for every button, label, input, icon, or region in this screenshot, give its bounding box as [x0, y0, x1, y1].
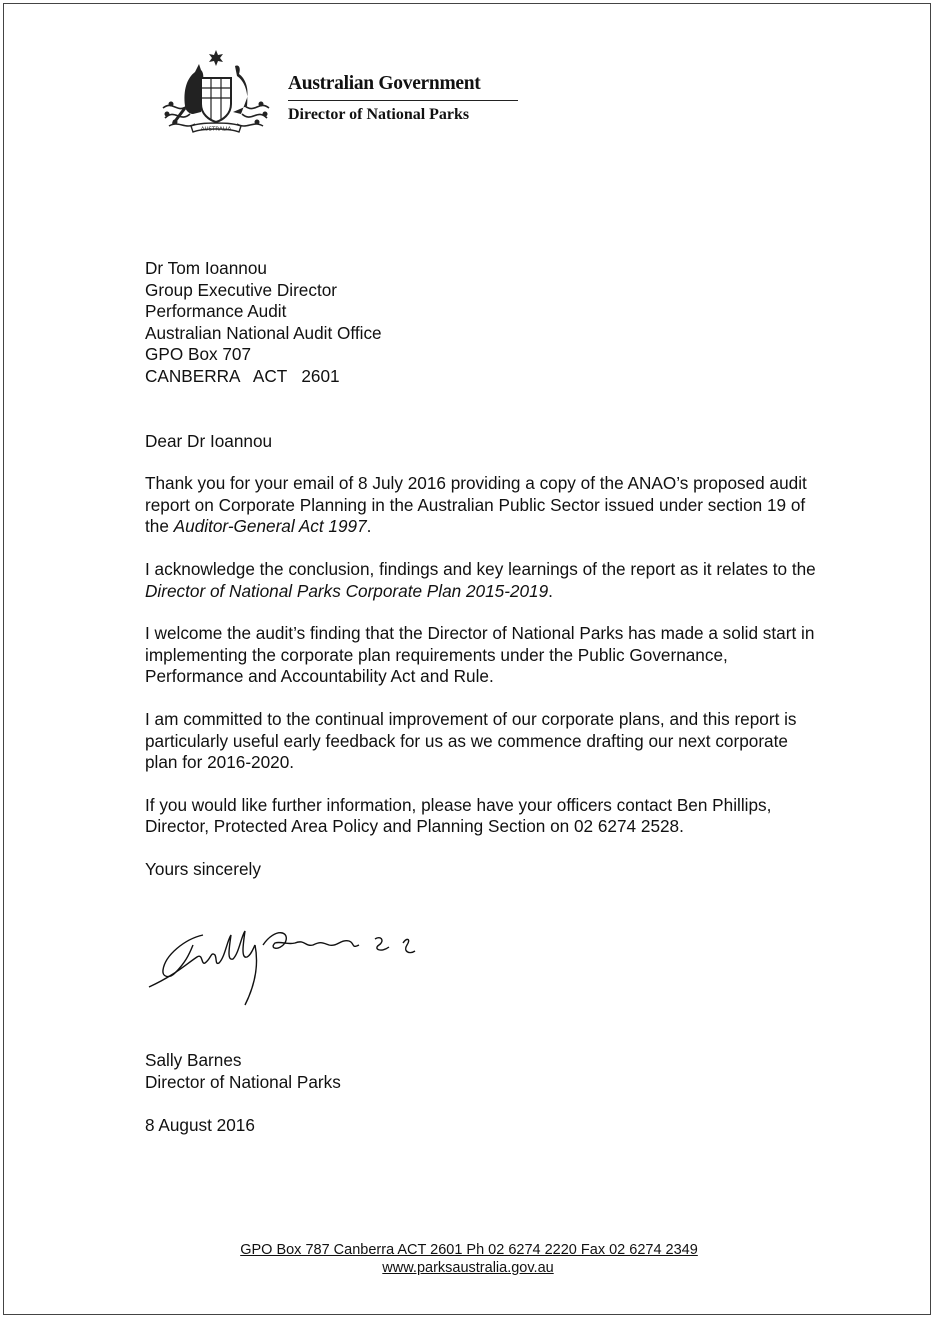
footer-website-link[interactable]: www.parksaustralia.gov.au	[382, 1260, 554, 1276]
paragraph-1-text: Thank you for your email of 8 July 2016 providing a copy of the ANAO’s proposed audit report on Corporate Planning in the Australian Public Sector issued under section 19 of the	[145, 473, 807, 537]
paragraph-5: If you would like further information, please have your officers contact Ben Phillips, Director, Protected Area Policy and Planning Section on 02 6274 2528.	[145, 794, 772, 837]
paragraph-1	[145, 473, 825, 538]
government-title: Australian Government	[288, 73, 481, 94]
recipient-line: CANBERRA ACT 2601	[145, 365, 340, 386]
signer-block	[145, 1050, 341, 1093]
coat-of-arms-icon	[155, 48, 277, 138]
letter-date: 8 August 2016	[145, 1115, 255, 1135]
recipient-line: Performance Audit	[145, 301, 287, 322]
recipient-line: Dr Tom Ioannou	[145, 258, 267, 278]
recipient-line: GPO Box 707	[145, 344, 252, 365]
footer	[0, 1241, 936, 1277]
letterhead-rule	[288, 100, 518, 101]
recipient-line: Australian National Audit Office	[145, 322, 382, 343]
signer-title: Director of National Parks	[145, 1071, 341, 1092]
closing: Yours sincerely	[145, 858, 261, 879]
letter-body	[145, 258, 825, 880]
paragraph-2	[145, 559, 825, 602]
letterhead	[155, 48, 535, 140]
recipient-address	[145, 258, 825, 388]
paragraph-1-end: .	[366, 516, 372, 537]
signature	[145, 915, 435, 1010]
recipient-line: Group Executive Director	[145, 279, 337, 300]
paragraph-3: I welcome the audit’s finding that the Director of National Parks has made a solid start in implementing the corporate plan requirements under the Public Governance, Performance and Accountability Act and Rule.	[145, 623, 815, 687]
svg-text:AUSTRALIA: AUSTRALIA	[200, 126, 232, 133]
paragraph-4: I am committed to the continual improvement of our corporate plans, and this report is particularly useful early feedback for us as we commence drafting our next corporate plan for 2016-2020.	[145, 708, 797, 773]
signer-name: Sally Barnes	[145, 1050, 242, 1070]
paragraph-2-end: .	[548, 580, 553, 601]
corporate-plan-title: Director of National Parks Corporate Plan 2015-2019	[145, 580, 549, 601]
department-title: Director of National Parks	[288, 106, 470, 123]
agency-name	[288, 73, 518, 124]
paragraph-2-text: I acknowledge the conclusion, findings and key learnings of the report as it relates to the	[145, 558, 816, 579]
act-title: Auditor-General Act 1997	[173, 516, 367, 537]
footer-address: GPO Box 787 Canberra ACT 2601 Ph 02 6274 2220 Fax 02 6274 2349	[240, 1242, 698, 1258]
salutation: Dear Dr Ioannou	[145, 430, 273, 451]
